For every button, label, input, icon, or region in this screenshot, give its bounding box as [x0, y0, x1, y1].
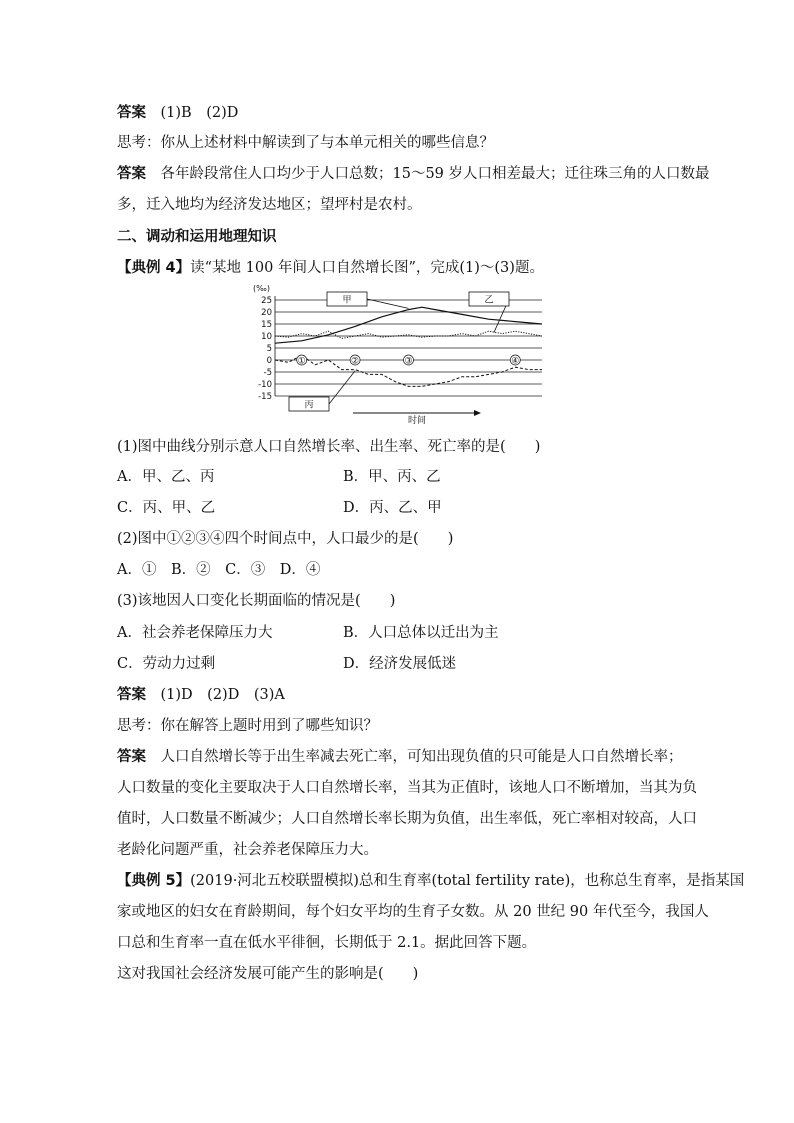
answer-text: (1)D (2)D (3)A: [160, 687, 285, 703]
q3-option-d: D．经济发展低迷: [343, 656, 457, 672]
answer-label: 答案: [117, 166, 146, 182]
q1-option-d: D．丙、乙、甲: [343, 500, 442, 516]
example-label: 【典例 5】: [117, 873, 191, 889]
q1-option-b: B．甲、丙、乙: [343, 469, 441, 485]
answer-line: [117, 164, 710, 184]
answer-line: [117, 747, 697, 767]
time-point-label: ④: [511, 356, 520, 367]
y-tick-label: -10: [258, 380, 272, 390]
question-3: (3)该地因人口变化长期面临的情况是( ): [117, 593, 396, 609]
q3-option-a: A．社会养老保障压力大: [117, 625, 273, 641]
question-2: (2)图中①②③④四个时间点中，人口最少的是( ): [117, 531, 454, 547]
answer-text-cont: 多，迁入地均为经济发达地区；望坪村是农村。: [117, 197, 422, 213]
example-4-intro: [117, 258, 697, 278]
series-label: 丙: [304, 400, 314, 411]
population-chart: [245, 280, 550, 425]
series-label: 乙: [484, 295, 494, 306]
series-label: 甲: [342, 295, 352, 306]
example-intro-text: 读“某地 100 年间人口自然增长图”，完成(1)～(3)题。: [190, 260, 544, 276]
series-pointer: [329, 371, 355, 404]
answer-text-cont: 值时，人口数量不断减少；人口自然增长率长期为负值，出生率低，死亡率相对较高，人口: [117, 811, 697, 827]
time-arrow-head: [474, 410, 481, 416]
unit-label: (‰): [253, 284, 270, 293]
y-tick-label: -15: [258, 392, 272, 402]
q2-options: A．① B．② C．③ D．④: [117, 562, 321, 578]
answer-text-cont: 老龄化问题严重，社会养老保障压力大。: [117, 842, 378, 858]
y-tick-label: 5: [266, 344, 272, 354]
example-5-line-2: 家或地区的妇女在育龄期间，每个妇女平均的生育子女数。从 20 世纪 90 年代至今，我国人: [117, 904, 709, 920]
y-tick-label: 0: [266, 356, 272, 366]
example-5-line-3: 口总和生育率一直在低水平徘徊，长期低于 2.1。据此回答下题。: [117, 935, 537, 951]
answer-label: 答案: [117, 105, 146, 121]
think-question: 思考：你在解答上题时用到了哪些知识？: [117, 718, 378, 734]
question-1: (1)图中曲线分别示意人口自然增长率、出生率、死亡率的是( ): [117, 439, 541, 455]
answer-text: (1)B (2)D: [160, 105, 239, 121]
time-point-label: ②: [351, 356, 360, 367]
series-line-甲: [275, 307, 542, 343]
answer-line: [117, 685, 697, 705]
answer-text: 人口自然增长等于出生率减去死亡率，可知出现负值的只可能是人口自然增长率；: [160, 749, 683, 765]
time-point-label: ①: [297, 356, 306, 367]
y-tick-label: 10: [261, 332, 272, 342]
y-tick-label: 15: [261, 320, 272, 330]
q3-option-b: B．人口总体以迁出为主: [343, 625, 499, 641]
example-text: (2019·河北五校联盟模拟)总和生育率(total fertility rate)，也称总生育率，是指某国: [190, 873, 745, 889]
example-label: 【典例 4】: [117, 260, 191, 276]
answer-text: 各年龄段常住人口均少于人口总数；15～59 岁人口相差最大；迁往珠三角的人口数最: [160, 166, 710, 182]
answer-text-cont: 人口数量的变化主要取决于人口自然增长率，当其为正值时，该地人口不断增加，当其为负: [117, 780, 697, 796]
y-tick-label: 20: [261, 308, 272, 318]
time-point-label: ③: [404, 356, 413, 367]
series-pointer: [367, 299, 409, 308]
x-axis-label: 时间: [407, 416, 427, 425]
q1-option-a: A．甲、乙、丙: [117, 469, 215, 485]
example-5-question: 这对我国社会经济发展可能产生的影响是( ): [117, 966, 419, 982]
y-tick-label: 25: [261, 296, 272, 306]
section-title: 二、调动和运用地理知识: [117, 229, 277, 245]
q3-option-c: C．劳动力过剩: [117, 656, 216, 672]
y-tick-label: -5: [263, 368, 272, 378]
example-5-line-1: [117, 871, 745, 891]
answer-label: 答案: [117, 749, 146, 765]
think-question: 思考：你从上述材料中解读到了与本单元相关的哪些信息？: [117, 135, 494, 151]
answer-label: 答案: [117, 687, 146, 703]
answer-line: [117, 103, 697, 123]
q1-option-c: C．丙、甲、乙: [117, 500, 216, 516]
